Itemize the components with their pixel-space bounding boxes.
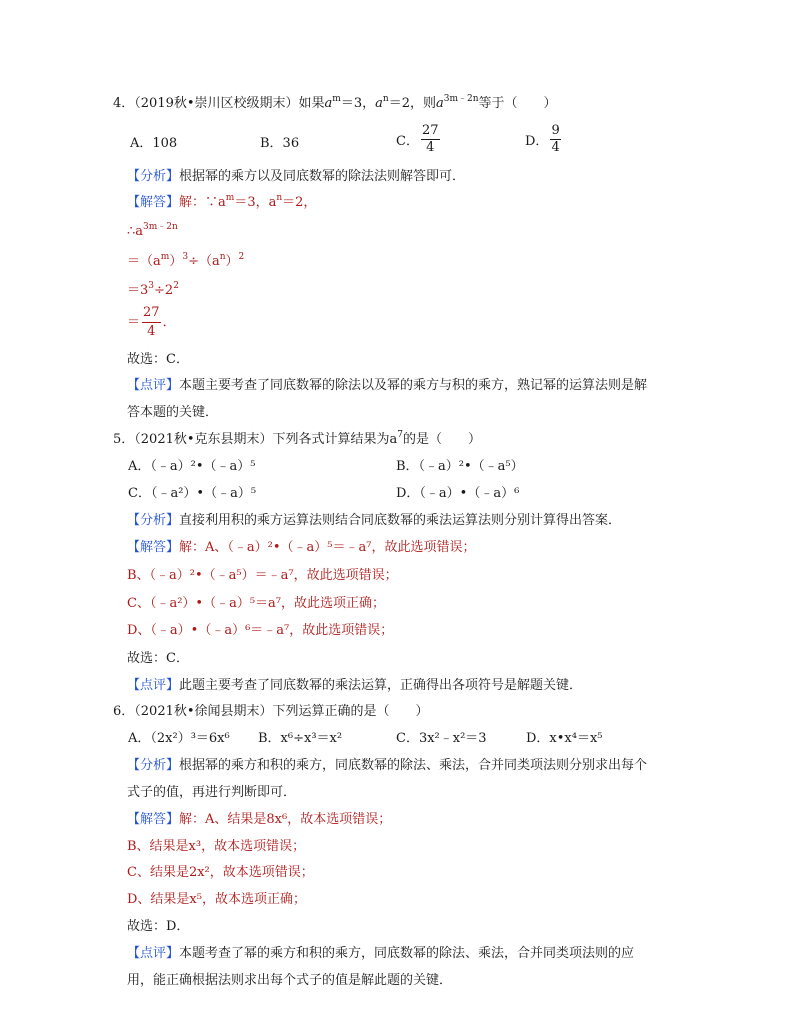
q4-option-a: A．108 (130, 136, 178, 151)
q6-option-c: C．3x²﹣x²＝3 (396, 731, 487, 746)
q4-choice: 故选：C． (127, 352, 189, 367)
q4-solution-line4: $=3^3\div 2^2$ (127, 281, 179, 298)
q4-solution-line3: $=(a^m)^3\div(a^n)^2$ (127, 252, 245, 269)
q6-review-line1: 【点评】本题考查了幂的乘方和积的乘方，同底数幂的除法、乘法，合并同类项法则的应 (127, 946, 635, 961)
q6-solution-c: C、结果是2x²，故本选项错误； (127, 865, 314, 880)
q5-option-a: A．（﹣a）²•（﹣a）⁵ (128, 459, 256, 474)
q5-option-c: C．（﹣a²）•（﹣a）⁵ (128, 486, 257, 501)
q6-option-a: A．（2x²）³＝6x⁶ (128, 731, 230, 746)
q6-analysis-line2: 式子的值，再进行判断即可． (127, 785, 297, 800)
q6-solution-a: 【解答】解：A、结果是8x⁶，故本选项错误； (127, 812, 392, 827)
q6-analysis-line1: 【分析】根据幂的乘方和积的乘方，同底数幂的除法、乘法，合并同类项法则分别求出每个 (127, 758, 648, 773)
q6-stem: 6．（2021秋•徐闻县期末）下列运算正确的是（ ） (113, 704, 429, 719)
q4-review-line1: 【点评】本题主要考查了同底数幂的除法以及幂的乘方与积的乘方，熟记幂的运算法则是解 (127, 378, 648, 393)
q4-analysis: 【分析】根据幂的乘方以及同底数幂的除法法则解答即可． (127, 169, 466, 184)
q4-solution-line5: ＝ $\frac{27}{4}$ ． (127, 305, 176, 339)
q5-choice: 故选：C． (127, 651, 189, 666)
q6-choice: 故选：D． (127, 919, 190, 934)
q4-solution-line2: $\therefore a^{3m﹣2n}$ (127, 222, 178, 239)
q4-option-d: D． $\frac{9}{4}$ (525, 123, 560, 155)
q6-option-d: D．x•x⁴＝x⁵ (526, 731, 603, 746)
q5-option-d: D．（﹣a）•（﹣a）⁶ (396, 486, 520, 501)
q4-stem: 4．（2019秋•崇川区校级期末）如果$a^m=3$，$a^n=2$，则$a^{3m﹣2n}$等于（ ） (113, 94, 557, 111)
q4-review-line2: 答本题的关键． (127, 405, 219, 420)
q5-stem: 5．（2021秋•克东县期末）下列各式计算结果为$a^7$的是（ ） (113, 430, 482, 447)
q6-option-b: B．x⁶÷x³＝x² (258, 731, 343, 746)
q4-option-c: C． $\frac{27}{4}$ (396, 123, 439, 155)
q5-option-b: B．（﹣a）²•（﹣a⁵） (396, 459, 524, 474)
q5-review: 【点评】此题主要考查了同底数幂的乘法运算，正确得出各项符号是解题关键． (127, 678, 583, 693)
q6-solution-d: D、结果是x⁵，故本选项正确； (127, 892, 306, 907)
q5-solution-d: D、（﹣a）•（﹣a）⁶＝﹣a⁷，故此选项错误； (127, 623, 394, 638)
q5-analysis: 【分析】直接利用积的乘方运算法则结合同底数幂的乘法运算法则分别计算得出答案． (127, 513, 622, 528)
q4-option-b: B．36 (260, 136, 300, 151)
q5-solution-c: C、（﹣a²）•（﹣a）⁵＝a⁷，故此选项正确； (127, 596, 386, 611)
q5-solution-a: 【解答】解：A、（﹣a）²•（﹣a）⁵＝﹣a⁷，故此选项错误； (127, 540, 476, 555)
q5-solution-b: B、（﹣a）²•（﹣a⁵）＝﹣a⁷，故此选项错误； (127, 568, 398, 583)
q6-solution-b: B、结果是x³，故本选项错误； (127, 839, 306, 854)
q4-solution-line1: 【解答】解：$\because a^m=3$，$a^n=2$， (127, 193, 317, 210)
q6-review-line2: 用，能正确根据法则求出每个式子的值是解此题的关键． (127, 973, 453, 988)
